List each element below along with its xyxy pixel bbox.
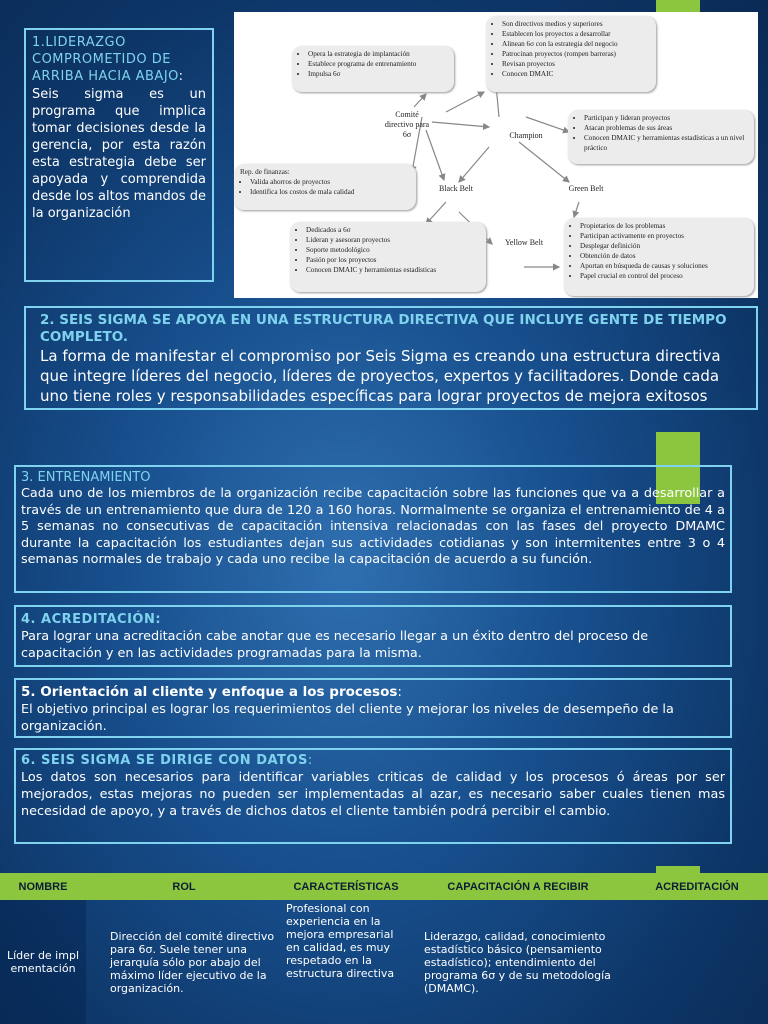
header-rol: ROL <box>86 873 282 900</box>
header-nombre: NOMBRE <box>0 873 86 900</box>
directivos-item: • Establecen los proyectos a desarrollar <box>502 29 650 39</box>
green-item: • Conocen DMAIC y herramientas estadísticas a un nivel práctico <box>584 133 748 153</box>
section-customer-focus <box>14 678 732 738</box>
directivos-item: • Patrocinan proyectos (rompen barreras) <box>502 49 650 59</box>
section-leadership-title <box>32 34 206 85</box>
box-black-belt <box>290 222 486 292</box>
yellow-item: • Propietarios de los problemas <box>580 221 748 231</box>
box-yellow-belt <box>564 218 754 296</box>
green-item: • Atacan problemas de sus áreas <box>584 123 748 133</box>
cell-nombre: Líder de implementación <box>0 900 86 1024</box>
black-item: • Soporte metodológico <box>306 245 480 255</box>
finanzas-item: • Valida ahorros de proyectos <box>250 177 410 187</box>
section-customer-focus-colon: : <box>397 684 402 700</box>
section-customer-focus-title <box>21 683 725 701</box>
section-training-body: Cada uno de los miembros de la organización recibe capacitación sobre las funciones que va a desarrollar a través de un entrenamiento que dura de 120 a 160 horas. Normalmente se organiza el entrenamiento de 4 a 5 semanas no consecutivas de capacitación intensiva relacionadas con las fases del proyecto DMAMC durante la capacitación los estudiantes dejan sus actividades cotidianas y son intermitentes entre 3 o 4 semanas normales de trabajo y cada uno recibe la capacitación de acuerdo a su función. <box>21 486 725 567</box>
accent-bar-top <box>656 0 700 12</box>
section-training-title: 3. ENTRENAMIENTO <box>21 470 151 485</box>
box-directivos <box>486 16 656 92</box>
directivos-item: • Conocen DMAIC <box>502 69 650 79</box>
section-data-driven-body: Los datos son necesarios para identificar variables criticas de calidad y los procesos ó áreas por ser mejorados, estas mejoras no pueden ser implementadas al azar, es necesario saber cuales tienen mas necesidad de apoyo, y a través de dichos datos el cliente también podrá percibir el cambio. <box>21 770 725 819</box>
section-structure-body: La forma de manifestar el compromiso por Seis Sigma es creando una estructura directiva que integre líderes del negocio, líderes de proyectos, expertos y facilitadores. Donde cada uno tiene roles y responsabilidades específicas para lograr proyectos de mejora exitosos <box>40 347 721 405</box>
black-item: • Pasión por los proyectos <box>306 255 480 265</box>
directivos-item: • Son directivos medios y superiores <box>502 19 650 29</box>
implantacion-item: • Opera la estrategia de implantación <box>308 49 448 59</box>
box-green-belt <box>568 110 754 164</box>
header-capacitacion: CAPACITACIÓN A RECIBIR <box>410 873 626 900</box>
role-champion: Champion <box>509 131 543 140</box>
section-structure <box>24 306 758 410</box>
black-item: • Conocen DMAIC y herramientas estadísticas <box>306 265 480 275</box>
org-structure-diagram <box>234 12 758 298</box>
yellow-item: • Aportan en búsqueda de causas y soluciones <box>580 261 748 271</box>
cell-capacitacion: Liderazgo, calidad, conocimiento estadístico básico (pensamiento estadístico); entendimiento del programa 6σ y de su metodología (DMAMC). <box>424 929 611 995</box>
role-comite: Comité directivo para 6σ <box>384 110 430 139</box>
implantacion-item: • Establece programa de entrenamiento <box>308 59 448 69</box>
header-acreditacion: ACREDITACIÓN <box>626 873 768 900</box>
table-header-row <box>0 873 768 900</box>
section-leadership-title-text: 1.LIDERAZGO COMPROMETIDO DE ARRIBA HACIA ABAJO <box>32 35 179 84</box>
section-customer-focus-title-text: 5. Orientación al cliente y enfoque a los procesos <box>21 684 398 700</box>
section-data-driven-title <box>21 752 725 769</box>
yellow-item: • Papel crucial en control del proceso <box>580 271 748 281</box>
table-row <box>0 900 768 1024</box>
section-leadership-body: Seis sigma es un programa que implica tomar decisiones desde la gerencia, por esta razón esta estrategia debe ser apoyada y comprendida desde los altos mandos de la organización <box>32 87 206 221</box>
yellow-item: • Obtención de datos <box>580 251 748 261</box>
roles-table <box>0 873 768 1024</box>
section-customer-focus-body: El objetivo principal es lograr los requerimientos del cliente y mejorar los niveles de desempeño de la organización. <box>21 702 674 734</box>
role-black-belt: Black Belt <box>439 184 473 193</box>
implantacion-item: • Impulsa 6σ <box>308 69 448 79</box>
directivos-item: • Alinean 6σ con la estrategia del negocio <box>502 39 650 49</box>
cell-rol: Dirección del comité directivo para 6σ. Suele tener una jerarquía sólo por abajo del máximo líder ejecutivo de la organización. <box>110 929 275 995</box>
black-item: • Lideran y asesoran proyectos <box>306 235 480 245</box>
cell-acreditacion <box>626 900 768 1024</box>
header-caracteristicas: CARACTERÍSTICAS <box>282 873 410 900</box>
section-structure-title: 2. SEIS SIGMA SE APOYA EN UNA ESTRUCTURA DIRECTIVA QUE INCLUYE GENTE DE TIEMPO COMPLETO. <box>40 312 727 345</box>
yellow-item: • Participan activamente en proyectos <box>580 231 748 241</box>
section-data-driven <box>14 748 732 844</box>
section-leadership <box>24 28 214 282</box>
section-data-driven-colon: : <box>307 753 313 768</box>
section-data-driven-title-text: 6. SEIS SIGMA SE DIRIGE CON DATOS <box>21 753 308 768</box>
section-leadership-colon: : <box>178 69 184 84</box>
finanzas-item: • Identifica los costos de mala calidad <box>250 187 410 197</box>
section-training <box>14 465 732 593</box>
role-green-belt: Green Belt <box>568 184 604 193</box>
yellow-item: • Desplegar definición <box>580 241 748 251</box>
directivos-item: • Revisan proyectos <box>502 59 650 69</box>
box-finanzas <box>234 164 416 210</box>
section-accreditation <box>14 605 732 667</box>
role-yellow-belt: Yellow Belt <box>504 238 544 247</box>
section-accreditation-body: Para lograr una acreditación cabe anotar que es necesario llegar a un éxito dentro del proceso de capacitación y en las actividades programadas para la misma. <box>21 629 649 661</box>
cell-caracteristicas: Profesional con experiencia en la mejora empresarial en calidad, es muy respetado en la estructura directiva <box>286 902 395 980</box>
finanzas-title: Rep. de finanzas: <box>240 168 290 176</box>
green-item: • Participan y lideran proyectos <box>584 113 748 123</box>
black-item: • Dedicados a 6σ <box>306 225 480 235</box>
section-accreditation-title: 4. ACREDITACIÓN: <box>21 612 162 627</box>
box-implantacion <box>292 46 454 92</box>
